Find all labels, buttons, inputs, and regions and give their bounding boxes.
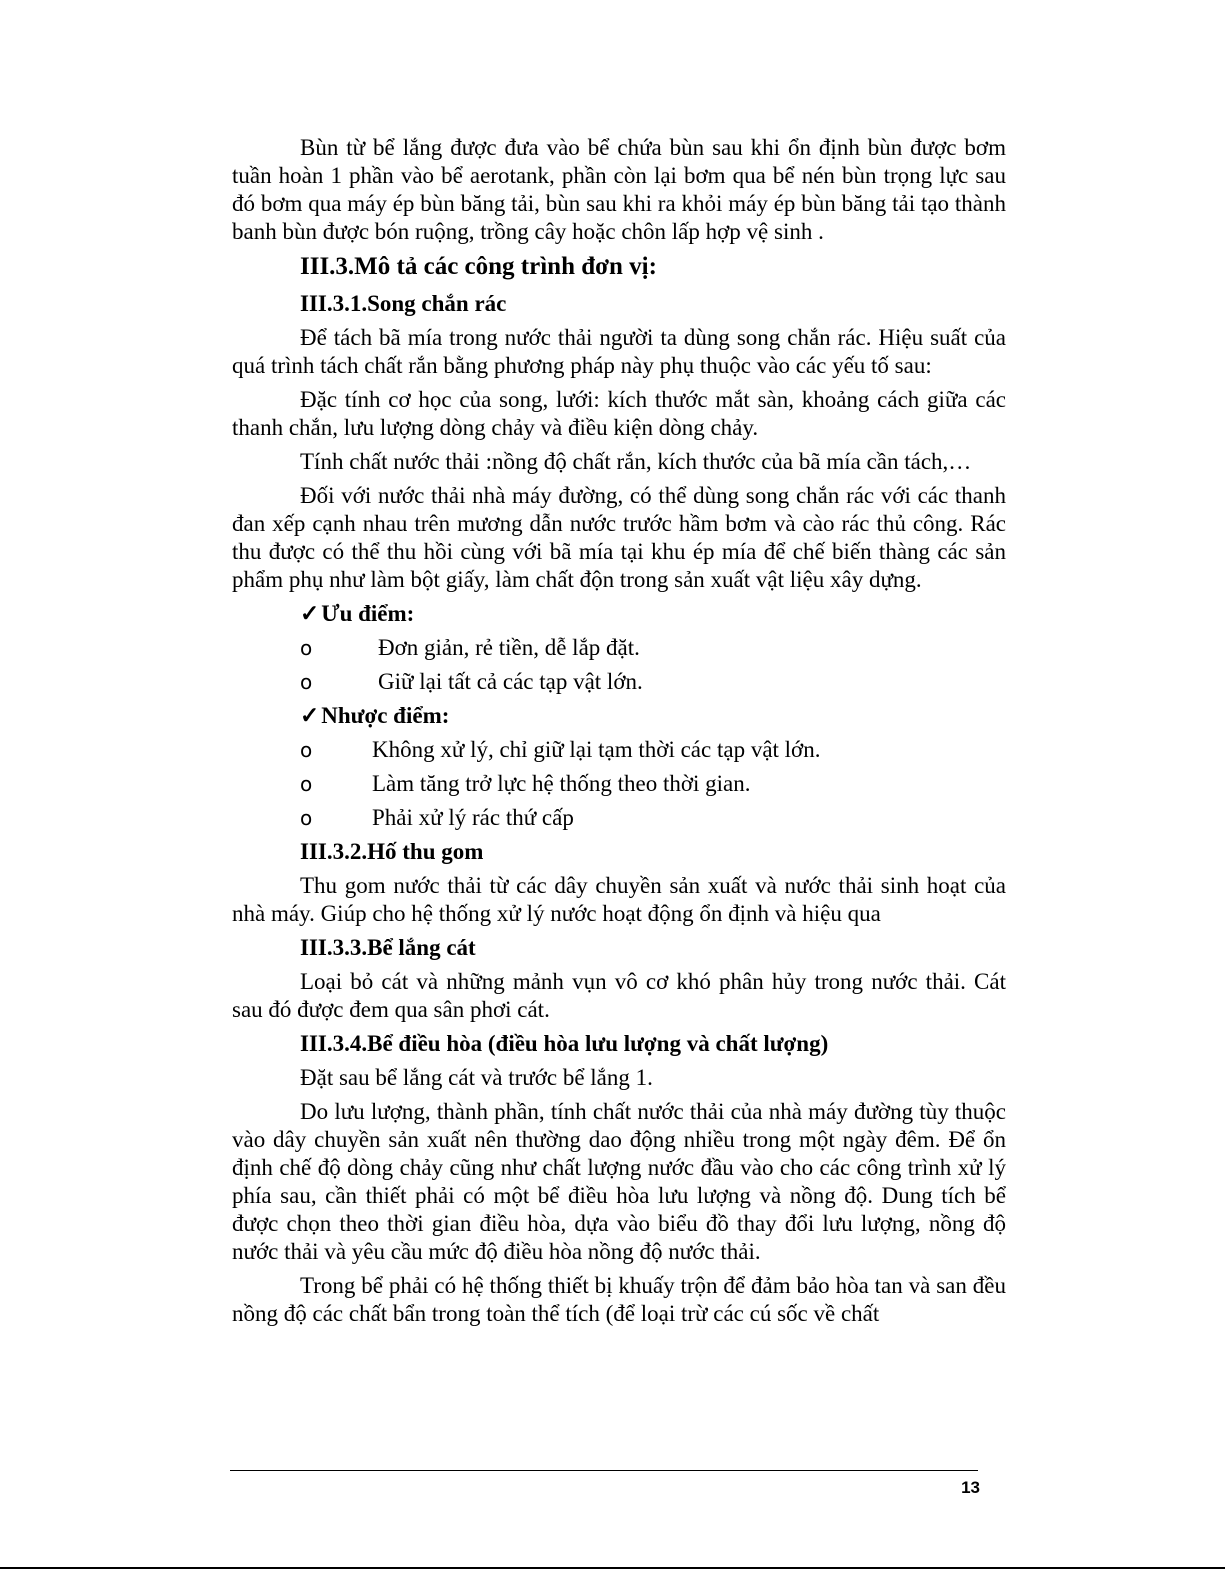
list-item (300, 770, 1006, 798)
cons-heading (300, 702, 1006, 730)
paragraph-intro: Bùn từ bể lắng được đưa vào bể chứa bùn sau khi ổn định bùn được bơm tuần hoàn 1 phần vào bể aerotank, phần còn lại bơm qua bể nén bùn trọng lực sau đó bơm qua máy ép bùn băng tải, bùn sau khi ra khỏi máy ép bùn băng tải tạo thành banh bùn được bón ruộng, trồng cây hoặc chôn lấp hợp vệ sinh . (232, 135, 1006, 244)
section-heading: III.3.Mô tả các công trình đơn vị: (300, 253, 657, 280)
paragraph: Tính chất nước thải :nồng độ chất rắn, kích thước của bã mía cần tách,… (300, 449, 972, 474)
list-item-text: Làm tăng trở lực hệ thống theo thời gian. (372, 771, 751, 796)
subsection-heading-3-4: III.3.4.Bể điều hòa (điều hòa lưu lượng và chất lượng) (300, 1031, 829, 1056)
footer-divider (230, 1470, 978, 1471)
list-item-text: Đơn giản, rẻ tiền, dễ lắp đặt. (378, 635, 640, 660)
page-number: 13 (961, 1478, 980, 1497)
subsection-heading-3-1: III.3.1.Song chắn rác (300, 291, 507, 316)
paragraph: Đặc tính cơ học của song, lưới: kích thước mắt sàn, khoảng cách giữa các thanh chắn, lưu lượng dòng chảy và điều kiện dòng chảy. (232, 387, 1006, 440)
list-item (300, 634, 1006, 662)
list-item (300, 804, 1006, 832)
paragraph: Do lưu lượng, thành phần, tính chất nước thải của nhà máy đường tùy thuộc vào dây chuyền sản xuất nên thường dao động nhiều trong một ngày đêm. Để ổn định chế độ dòng chảy cũng như chất lượng nước đầu vào cho các công trình xử lý phía sau, cần thiết phải có một bể điều hòa lưu lượng và nồng độ. Dung tích bể được chọn theo thời gian điều hòa, dựa vào biểu đồ thay đổi lưu lượng, nồng độ nước thải và yêu cầu mức độ điều hòa nồng độ nước thải. (232, 1099, 1006, 1264)
list-item (300, 668, 1006, 696)
paragraph: Loại bỏ cát và những mảnh vụn vô cơ khó phân hủy trong nước thải. Cát sau đó được đem qua sân phơi cát. (232, 969, 1006, 1022)
list-item-text: Giữ lại tất cả các tạp vật lớn. (378, 669, 643, 694)
page-content (232, 134, 1006, 1334)
paragraph: Thu gom nước thải từ các dây chuyền sản xuất và nước thải sinh hoạt của nhà máy. Giúp cho hệ thống xử lý nước hoạt động ổn định và hiệu qua (232, 873, 1006, 926)
circle-bullet-icon: o (300, 806, 313, 830)
list-item (300, 736, 1006, 764)
subsection-heading-3-2: III.3.2.Hố thu gom (300, 839, 484, 864)
list-item-text: Phải xử lý rác thứ cấp (372, 805, 574, 830)
checkmark-icon: ✓ (300, 703, 320, 728)
circle-bullet-icon: o (300, 772, 313, 796)
circle-bullet-icon: o (300, 636, 313, 660)
paragraph: Để tách bã mía trong nước thải người ta dùng song chắn rác. Hiệu suất của quá trình tách chất rắn bằng phương pháp này phụ thuộc vào các yếu tố sau: (232, 325, 1006, 378)
page-bottom-border (0, 1567, 1225, 1569)
subsection-heading-3-3: III.3.3.Bể lắng cát (300, 935, 476, 960)
paragraph: Đối với nước thải nhà máy đường, có thể dùng song chắn rác với các thanh đan xếp cạnh nhau trên mương dẫn nước trước hầm bơm và cào rác thủ công. Rác thu được có thể thu hồi cùng với bã mía tại khu ép mía để chế biến thàng các sản phẩm phụ như làm bột giấy, làm chất độn trong sản xuất vật liệu xây dựng. (232, 483, 1006, 592)
pros-heading (300, 600, 1006, 628)
paragraph: Trong bể phải có hệ thống thiết bị khuấy trộn để đảm bảo hòa tan và san đều nồng độ các chất bẩn trong toàn thể tích (để loại trừ các cú sốc về chất (232, 1273, 1006, 1326)
list-item-text: Không xử lý, chỉ giữ lại tạm thời các tạp vật lớn. (372, 737, 821, 762)
checkmark-icon: ✓ (300, 601, 320, 626)
cons-heading-label: Nhược điểm: (321, 703, 450, 728)
circle-bullet-icon: o (300, 670, 313, 694)
pros-heading-label: Ưu điểm: (321, 601, 415, 626)
paragraph: Đặt sau bể lắng cát và trước bể lắng 1. (300, 1065, 653, 1090)
circle-bullet-icon: o (300, 738, 313, 762)
